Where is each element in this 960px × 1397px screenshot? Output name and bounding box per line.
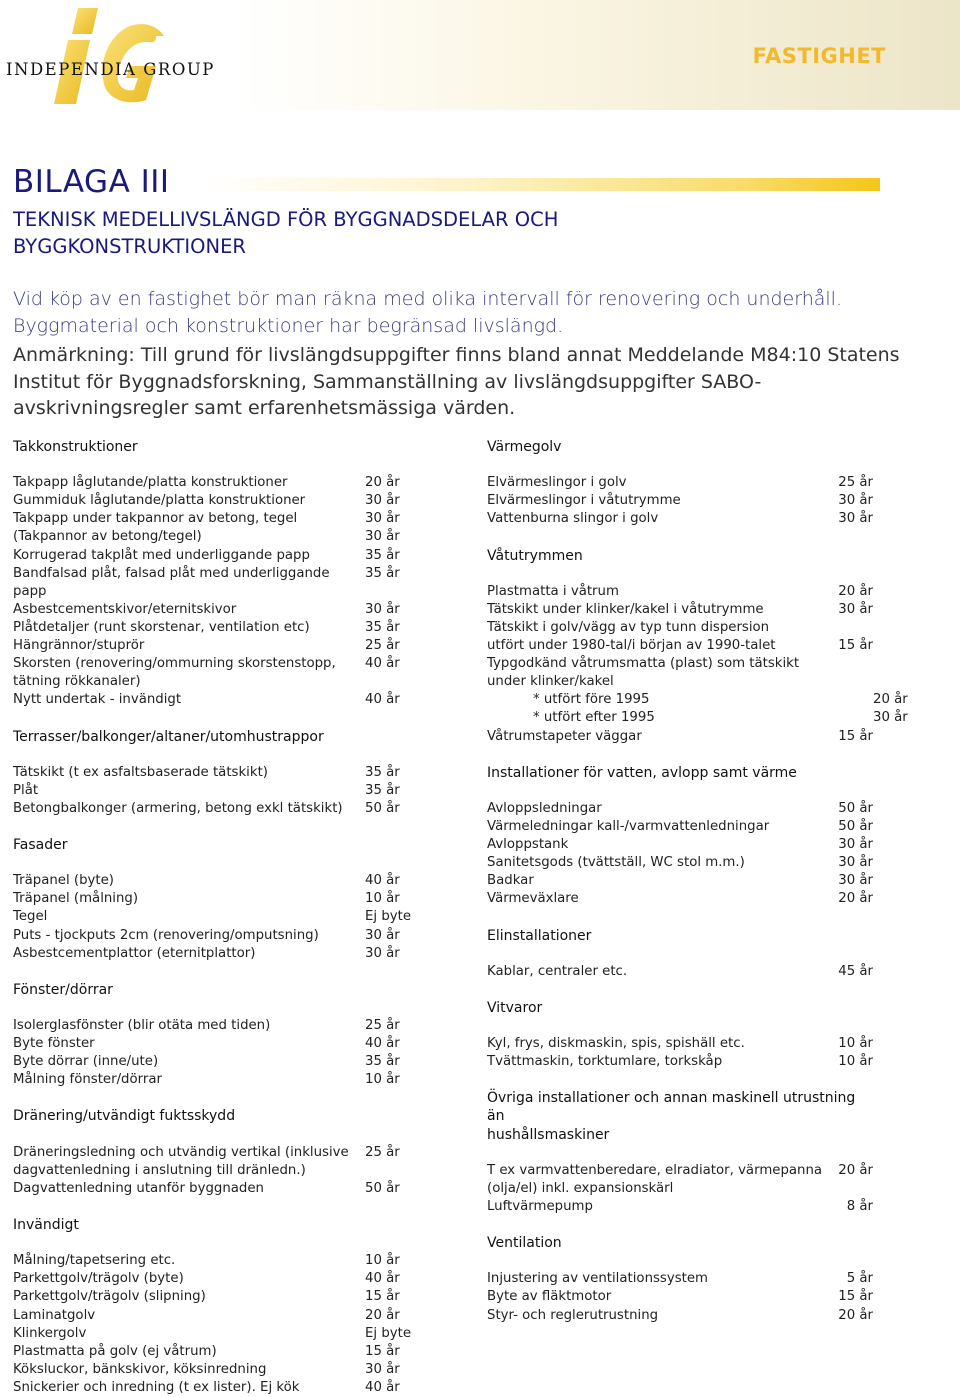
row-lifespan: 10 år	[365, 891, 400, 907]
row-lifespan: 10 år	[838, 1054, 873, 1070]
row-item: Takpapp låglutande/platta konstruktioner	[13, 475, 288, 491]
row-item: Avloppsledningar	[487, 800, 602, 816]
spacer	[13, 999, 413, 1017]
row-lifespan: 20 år	[365, 475, 400, 491]
spacer	[13, 854, 413, 872]
section-ovriga-installationer-och-annan-maskinel	[487, 1089, 877, 1234]
section-invandigt	[13, 1216, 413, 1397]
table-row	[13, 691, 413, 709]
section-vatutrymmen	[487, 547, 908, 764]
table-row	[13, 1288, 413, 1306]
row-lifespan: 30 år	[838, 873, 873, 889]
section-varmegolv	[487, 438, 877, 547]
spacer	[487, 746, 877, 764]
table-row	[487, 601, 877, 619]
section-takkonstruktioner	[13, 438, 413, 728]
ig-monogram-icon	[6, 4, 206, 104]
row-item: Byte dörrar (inne/ute)	[13, 1054, 159, 1070]
row-lifespan: 25 år	[365, 1018, 400, 1033]
spacer	[13, 1126, 413, 1144]
row-lifespan: 45 år	[838, 963, 873, 979]
table-row	[487, 492, 877, 510]
section-title: Invändigt	[13, 1217, 79, 1234]
row-lifespan: 5 år	[846, 1271, 873, 1287]
row-lifespan	[827, 619, 873, 637]
spacer	[13, 1234, 413, 1252]
row-item: Köksluckor, bänkskivor, köksinredning	[13, 1361, 267, 1377]
section-terrasser-balkonger-altaner-utomhustrapp	[13, 728, 413, 837]
table-row	[13, 1053, 413, 1071]
row-item: Byte fönster	[13, 1036, 95, 1052]
row-item: Träpanel (målning)	[13, 891, 139, 907]
row-item: under klinker/kakel	[487, 674, 614, 690]
table-row	[13, 1144, 413, 1180]
table-row	[487, 691, 908, 709]
row-lifespan: 20 år	[838, 891, 873, 907]
table-row	[13, 908, 413, 926]
row-lifespan: 15 år	[838, 638, 873, 654]
row-lifespan: 30 år	[838, 511, 873, 527]
table-row	[13, 565, 413, 601]
row-lifespan: 15 år	[838, 1289, 873, 1305]
row-lifespan: 50 år	[365, 1180, 400, 1196]
right-column	[487, 438, 908, 1325]
row-item: Våtrumstapeter väggar	[487, 728, 642, 744]
table-row	[13, 1270, 413, 1288]
section-title: Dränering/utvändigt fuktsskydd	[13, 1108, 236, 1125]
row-item: Laminatgolv	[13, 1307, 96, 1323]
row-item: Målning fönster/dörrar	[13, 1072, 162, 1088]
row-item: Tätskikt (t ex asfaltsbaserade tätskikt)	[13, 764, 268, 780]
table-row	[487, 510, 877, 528]
row-item: Tvättmaskin, torktumlare, torkskåp	[487, 1054, 723, 1070]
table-row	[13, 1361, 413, 1379]
spacer	[13, 1198, 413, 1216]
row-lifespan: 15 år	[838, 728, 873, 744]
row-item: Elvärmeslingor i våtutrymme	[487, 493, 681, 509]
row-item: Parkettgolv/trägolv (byte)	[13, 1271, 184, 1287]
row-lifespan: 40 år	[365, 1379, 400, 1395]
row-lifespan: 30 år	[873, 710, 908, 726]
row-item: Asbestcementplattor (eternitplattor)	[13, 945, 256, 961]
row-lifespan: 50 år	[365, 800, 400, 816]
row-lifespan: 35 år	[365, 764, 400, 780]
table-row	[487, 1162, 877, 1198]
table-row	[13, 945, 413, 963]
table-row	[13, 782, 413, 800]
row-lifespan: 20 år	[873, 692, 908, 708]
table-row	[13, 1017, 413, 1035]
row-lifespan: 30 år	[838, 601, 873, 617]
row-lifespan: 20 år	[365, 1307, 400, 1323]
row-item: Styr- och reglerutrustning	[487, 1307, 659, 1323]
section-title: Ventilation	[487, 1235, 562, 1252]
row-lifespan: 20 år	[838, 583, 873, 599]
table-row	[487, 1307, 877, 1325]
row-item: Tätskikt i golv/vägg av typ tunn dispersion	[487, 619, 770, 635]
table-row	[487, 800, 877, 818]
spacer	[487, 528, 877, 546]
row-item: Vattenburna slingor i golv	[487, 511, 659, 527]
row-item: utfört under 1980-tal/i början av 1990-talet	[487, 638, 776, 654]
table-row	[13, 528, 413, 546]
row-item: (Takpannor av betong/tegel)	[13, 529, 202, 545]
section-fonster-dorrar	[13, 981, 413, 1108]
row-lifespan: Ej byte	[365, 1325, 412, 1341]
row-item: Tätskikt under klinker/kakel i våtutrymme	[487, 601, 764, 617]
row-item: Nytt undertak - invändigt	[13, 692, 182, 708]
row-lifespan: 30 år	[365, 529, 400, 545]
row-item: T ex varmvattenberedare, elradiator, värmepanna (olja/el) inkl. expansionskärl	[487, 1162, 823, 1196]
spacer	[487, 1216, 877, 1234]
row-lifespan: 30 år	[365, 1361, 400, 1377]
table-row	[487, 474, 877, 492]
row-item: Värmeledningar kall-/varmvattenledningar	[487, 818, 770, 834]
table-row	[487, 673, 877, 691]
row-item: Sanitetsgods (tvättställ, WC stol m.m.)	[487, 855, 745, 871]
row-item: Badkar	[487, 873, 534, 889]
row-item: Plåt	[13, 782, 39, 798]
row-item: Betongbalkonger (armering, betong exkl tätskikt)	[13, 800, 343, 816]
row-item: Typgodkänd våtrumsmatta (plast) som tätskikt	[487, 656, 800, 672]
left-column	[13, 438, 413, 1397]
table-row	[13, 474, 413, 492]
row-lifespan: 35 år	[365, 782, 400, 798]
spacer	[13, 456, 413, 474]
row-item: Dagvattenledning utanför byggnaden	[13, 1180, 264, 1196]
page-title: BILAGA III	[13, 164, 170, 200]
table-row	[487, 1198, 877, 1216]
spacer	[487, 565, 877, 583]
table-row	[487, 1270, 877, 1288]
intro-text: Vid köp av en fastighet bör man räkna med olika intervall för renovering och underhåll. Byggmaterial och konstruktioner har begränsad livslängd.	[13, 288, 842, 337]
row-lifespan: 40 år	[365, 692, 400, 708]
row-lifespan: 40 år	[365, 1036, 400, 1052]
row-item: Elvärmeslingor i golv	[487, 475, 627, 491]
row-lifespan: 25 år	[365, 638, 400, 654]
row-lifespan: 30 år	[838, 855, 873, 871]
row-item: Injustering av ventilationssystem	[487, 1271, 708, 1287]
section-title: Fasader	[13, 837, 68, 854]
row-lifespan: 20 år	[838, 1162, 873, 1178]
row-item: Kablar, centraler etc.	[487, 963, 628, 979]
section-vitvaror	[487, 999, 877, 1089]
row-lifespan: Ej byte	[365, 909, 412, 925]
row-item: Snickerier och inredning (t ex lister). Ej kök	[13, 1379, 300, 1395]
row-lifespan	[827, 673, 873, 691]
row-item: Tegel	[13, 909, 48, 925]
table-row	[487, 619, 877, 637]
spacer	[13, 709, 413, 727]
row-lifespan: 30 år	[365, 601, 400, 617]
row-lifespan: 30 år	[365, 493, 400, 509]
row-lifespan: 30 år	[365, 945, 400, 961]
table-row	[487, 836, 877, 854]
row-lifespan: 10 år	[838, 1036, 873, 1052]
row-item: Luftvärmepump	[487, 1198, 593, 1214]
table-row	[13, 890, 413, 908]
section-title: Elinstallationer	[487, 927, 592, 944]
row-item: Plastmatta i våtrum	[487, 583, 619, 599]
row-lifespan: 40 år	[365, 873, 400, 889]
spacer	[13, 1089, 413, 1107]
table-row	[13, 601, 413, 619]
table-row	[13, 510, 413, 528]
section-title: Fönster/dörrar	[13, 981, 113, 998]
section-label: FASTIGHET	[752, 44, 886, 68]
row-item: Korrugerad takplåt med underliggande papp	[13, 547, 310, 563]
row-lifespan: 40 år	[365, 656, 400, 672]
table-row	[13, 619, 413, 637]
row-item: Parkettgolv/trägolv (slipning)	[13, 1289, 206, 1305]
table-row	[13, 1071, 413, 1089]
row-item: Plastmatta på golv (ej våtrum)	[13, 1343, 217, 1359]
table-row	[487, 709, 908, 727]
row-lifespan: 15 år	[365, 1343, 400, 1359]
row-lifespan: 10 år	[365, 1253, 400, 1269]
table-row	[487, 583, 877, 601]
spacer	[13, 746, 413, 764]
spacer	[487, 1017, 877, 1035]
section-ventilation	[487, 1234, 877, 1324]
page-subtitle: TEKNISK MEDELLIVSLÄNGD FÖR BYGGNADSDELAR OCH BYGGKONSTRUKTIONER	[13, 208, 559, 258]
row-item: Hängrännor/stuprör	[13, 638, 145, 654]
row-item: Kyl, frys, diskmaskin, spis, spishäll etc.	[487, 1036, 745, 1052]
row-item: Träpanel (byte)	[13, 873, 114, 889]
logo-wordmark: INDEPENDIA GROUP	[6, 60, 215, 79]
table-row	[13, 1343, 413, 1361]
row-item: Puts - tjockputs 2cm (renovering/omputsning)	[13, 927, 319, 943]
table-row	[13, 637, 413, 655]
table-row	[13, 800, 413, 818]
row-lifespan: 15 år	[365, 1289, 400, 1305]
table-row	[13, 1252, 413, 1270]
row-item: Takpapp under takpannor av betong, tegel	[13, 511, 298, 527]
row-lifespan: 35 år	[365, 547, 400, 563]
table-row	[487, 890, 877, 908]
table-row	[13, 1379, 413, 1397]
row-lifespan: 35 år	[365, 1054, 400, 1070]
spacer	[487, 1144, 877, 1162]
row-lifespan: 40 år	[365, 1271, 400, 1287]
row-lifespan: 25 år	[365, 1144, 400, 1160]
section-title: Övriga installationer och annan maskinell utrustning än hushållsmaskiner	[487, 1090, 856, 1143]
section-title: Takkonstruktioner	[13, 439, 138, 455]
section-title: Vitvaror	[487, 999, 543, 1016]
row-lifespan: 35 år	[365, 565, 400, 581]
section-elinstallationer	[487, 927, 877, 999]
row-lifespan: 10 år	[365, 1072, 400, 1088]
independia-logo	[6, 4, 206, 104]
row-item: Isolerglasfönster (blir otäta med tiden)	[13, 1018, 271, 1033]
table-row	[13, 655, 413, 691]
table-row	[487, 1035, 877, 1053]
table-row	[13, 872, 413, 890]
row-item: Skorsten (renovering/ommurning skorstenstopp, tätning rökkanaler)	[13, 656, 336, 690]
row-item: Klinkergolv	[13, 1325, 87, 1341]
section-installationer-for-vatten-avlopp-samt-va	[487, 764, 877, 927]
row-item: * utfört efter 1995	[533, 710, 655, 726]
table-row	[487, 872, 877, 890]
table-row	[487, 655, 877, 673]
row-lifespan: 30 år	[838, 837, 873, 853]
row-item: Byte av fläktmotor	[487, 1289, 612, 1305]
row-item: Plåtdetaljer (runt skorstenar, ventilation etc)	[13, 619, 310, 635]
row-item: Avloppstank	[487, 837, 569, 853]
table-row	[13, 492, 413, 510]
note-text: Anmärkning: Till grund för livslängdsuppgifter finns bland annat Meddelande M84:10 Statens Institut för Byggnadsforskning, Sammanställning av livslängdsuppgifter SABO-avskrivningsregler samt erfarenhetsmässiga värden.	[13, 344, 900, 419]
table-row	[487, 637, 877, 655]
row-item: Värmeväxlare	[487, 891, 579, 907]
spacer	[487, 1071, 877, 1089]
table-row	[487, 728, 877, 746]
row-lifespan: 8 år	[846, 1198, 873, 1214]
row-item: Asbestcementskivor/eternitskivor	[13, 601, 237, 617]
section-dranering-utvandigt-fuktsskydd	[13, 1107, 413, 1216]
row-lifespan	[827, 655, 873, 673]
title-accent-bar	[200, 178, 880, 191]
section-title: Våtutrymmen	[487, 547, 583, 564]
section-title: Terrasser/balkonger/altaner/utomhustrappor	[13, 728, 324, 745]
section-fasader	[13, 836, 413, 981]
table-row	[487, 854, 877, 872]
table-row	[13, 1307, 413, 1325]
row-lifespan: 50 år	[838, 818, 873, 834]
row-lifespan: 35 år	[365, 619, 400, 635]
spacer	[487, 981, 877, 999]
spacer	[487, 1252, 877, 1270]
table-row	[13, 1180, 413, 1198]
row-item: Bandfalsad plåt, falsad plåt med underliggande papp	[13, 565, 334, 599]
spacer	[487, 456, 877, 474]
spacer	[487, 908, 877, 926]
table-row	[13, 927, 413, 945]
table-row	[13, 1035, 413, 1053]
table-row	[13, 764, 413, 782]
table-row	[13, 1325, 413, 1343]
table-row	[487, 1288, 877, 1306]
table-row	[13, 547, 413, 565]
section-title: Installationer för vatten, avlopp samt värme	[487, 764, 797, 781]
row-lifespan: 50 år	[838, 800, 873, 816]
row-lifespan: 20 år	[838, 1307, 873, 1323]
table-row	[487, 818, 877, 836]
row-item: Målning/tapetsering etc.	[13, 1253, 176, 1269]
section-title: Värmegolv	[487, 439, 562, 455]
row-lifespan: 30 år	[365, 511, 400, 527]
row-lifespan: 30 år	[838, 493, 873, 509]
row-item: Dräneringsledning och utvändig vertikal (inklusive dagvattenledning i anslutning till dränledn.)	[13, 1144, 349, 1178]
spacer	[487, 782, 877, 800]
row-lifespan: 25 år	[838, 475, 873, 491]
spacer	[13, 963, 413, 981]
row-item: Gummiduk låglutande/platta konstruktioner	[13, 493, 306, 509]
spacer	[487, 945, 877, 963]
spacer	[13, 818, 413, 836]
table-row	[487, 1053, 877, 1071]
row-item: * utfört före 1995	[533, 692, 650, 708]
table-row	[487, 963, 877, 981]
row-lifespan: 30 år	[365, 927, 400, 943]
